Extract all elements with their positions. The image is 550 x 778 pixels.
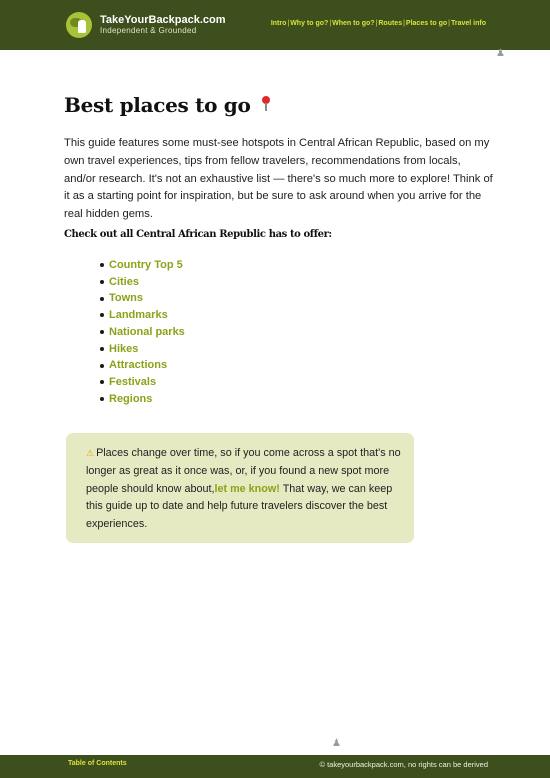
list-item [100,290,185,307]
link-cities[interactable]: Cities [109,275,139,288]
list-item [100,257,185,274]
nav-intro[interactable]: Intro [270,20,287,27]
copyright-text: © takeyourbackpack.com, no rights can be derived [319,760,488,769]
nav-places-to-go[interactable]: Places to go [405,20,448,27]
link-hikes[interactable]: Hikes [109,342,139,355]
link-towns[interactable]: Towns [109,292,144,305]
table-of-contents-link[interactable]: Table of Contents [68,760,127,767]
list-item [100,307,185,324]
brand-tagline: Independent & Grounded [100,26,197,35]
link-country-top-5[interactable]: Country Top 5 [109,259,183,271]
link-regions[interactable]: Regions [109,392,153,405]
list-item [100,357,185,374]
top-nav: Intro | Why to go? | When to go? | Routes | Places to go | Travel info [270,20,486,27]
footer [0,755,550,778]
logo[interactable] [66,12,226,38]
places-link-list [100,257,185,407]
warning-icon: ⚠ [86,448,95,458]
callout-text: ⚠ Places change over time, so if you come across a spot that's no longer as great as it once was, or, if you found a new spot more people should know about,let me know! That way, we can keep this guide up to date and help future travelers discover the best experiences. [86,447,401,531]
list-item [100,391,185,408]
nav-routes[interactable]: Routes [378,20,403,27]
feedback-callout [66,433,414,543]
nav-travel-info[interactable]: Travel info [450,20,486,27]
list-item [100,324,185,341]
brand-name: TakeYourBackpack.com [100,14,226,26]
footer-hiker-icon: ♟ [332,738,341,749]
link-landmarks[interactable]: Landmarks [109,309,168,322]
list-item [100,274,185,291]
hiker-icon: ♟ [496,48,505,59]
list-item [100,374,185,391]
places-subheading: Check out all Central African Republic has to offer: [64,229,332,240]
nav-when-to-go[interactable]: When to go? [332,20,375,27]
list-item [100,341,185,358]
link-festivals[interactable]: Festivals [109,375,157,388]
map-pin-icon [260,96,272,112]
page-title: Best places to go [64,93,272,117]
globe-hiker-logo-icon [66,12,92,38]
header [0,0,550,50]
intro-paragraph: This guide features some must-see hotspots in Central African Republic, based on my own travel experiences, tips from fellow travelers, recommendations from locals, and/or research. It's not an exhaustive list — there's so much more to explore! Think of it as a starting point for inspiration, but be sure to ask around when you arrive for the real hidden gems. [64,137,493,221]
let-me-know-link[interactable]: let me know! [214,482,280,495]
nav-why-to-go[interactable]: Why to go? [290,20,329,27]
link-national-parks[interactable]: National parks [109,325,185,338]
link-attractions[interactable]: Attractions [109,359,168,372]
